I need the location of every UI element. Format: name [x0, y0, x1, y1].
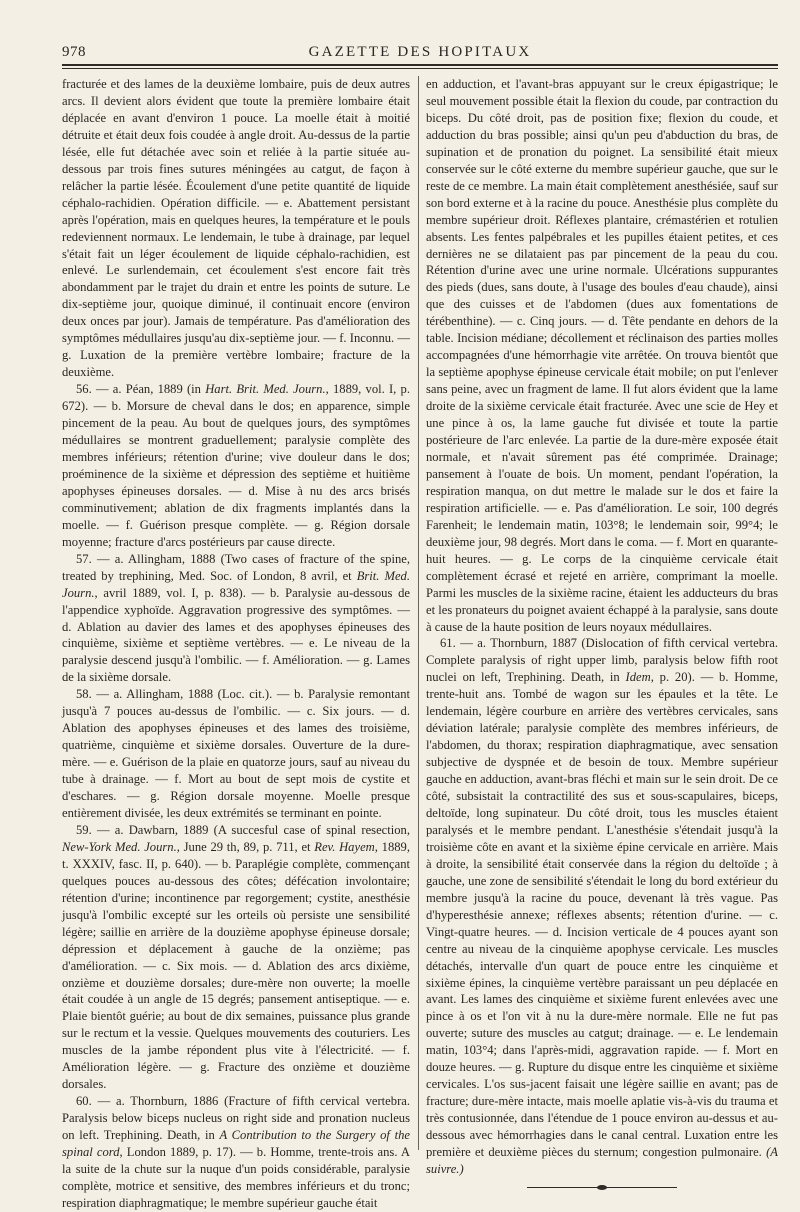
case-61-text: 61. — a. Thornburn, 1887 (Dislocation of fifth cervical vertebra. Complete paralysis of right upper limb, paralysis below fifth root nuclei on left, Trephining. Death, in	[426, 636, 778, 685]
paragraph-case-60	[62, 1093, 410, 1212]
case-59-citation: New-York Med. Journ.	[62, 839, 177, 854]
journal-title: GAZETTE DES HOPITAUX	[308, 44, 532, 60]
case-60-citation: A Contribution to the Surgery of the spinal cord	[62, 1128, 411, 1160]
paragraph-case-60-continued: en adduction, et l'avant-bras appuyant sur le creux épigastrique; le seul mouvement possible était la flexion du coude, par contraction du biceps. Du côté droit, pas de position fixe; flexion du coude, et adduction du bras possible; ainsi qu'un peu d'abduction du bras, de supination et de pronation du poignet. La sensibilité était mieux conservée sur le côté externe du membre supérieur gauche, que sur le reste de ce membre. La main était complètement anesthésiée, sauf sur son bord externe et à la racine du pouce. Anesthésie plus complète du membre supérieur droit. Réflexes plantaire, crémastérien et rotulien absents. Les fentes palpébrales et les pupilles étaient petites, et ces dernières ne se dilataient pas par pincement de la peau du cou. Rétention d'urine avec une urine normale. Ulcérations suppurantes des pieds (dues, sans doute, à l'usage des boules d'eau chaude), ainsi que des cuisses et de l'abdomen (dues aux fomentations de térébenthine). — c. Cinq jours. — d. Tête pendante en dehors de la table. Incision médiane; décollement et réclinaison des parties molles accompagnées d'une hémorrhagie vite arrêtée. On trouva bientôt que la septième apophyse épineuse cervicale était mobile; on put l'enlever sans peine, avec un fragment de lame. Il fut alors évident que la lame droite de la sixième cervicale était fracturée. Avec une scie de Hey et une pince à os, la lame gauche fut divisée et toute la partie postérieure de l'arc enlevée. La partie de la dure-mère exposée était normale, et n'avait sûrement pas été comprimée. Drainage; pansement à l'ouate de bois. Un moment, pendant l'opération, la respiration manqua, on dut mettre le malade sur le dos et faire la respiration artificielle. — e. Pas d'amélioration. Le soir, 100 degrés Farenheit; le lendemain matin, 103°8; le lendemain soir, 99°4; le deuxième jour, 98 degrés. Mort dans le coma. — f. Mort en quarante-huit heures. — g. Le corps de la cinquième cervicale était complètement écrasé et rejeté en arrière, comprimant la moelle. Parmi les muscles de la sixième racine, étaient les adducteurs du bras et les pronateurs du poignet avaient échappé à la paralysie, sans doute à cause de la haute position de leurs noyaux médullaires.	[426, 77, 778, 634]
ornament-dot	[597, 1185, 607, 1190]
case-57-citation: Brit. Med. Journ.	[62, 568, 410, 600]
case-56-text: 56. — a. Péan, 1889 (in	[76, 382, 206, 397]
case-59-citation-2: Rev. Hayem	[314, 839, 375, 854]
column-divider	[418, 76, 419, 1150]
to-be-continued: (A suivre.)	[426, 1145, 778, 1176]
case-56-citation: Hart. Brit. Med. Journ.	[205, 382, 326, 397]
paragraph-case-57	[62, 551, 410, 687]
paragraph-case-56	[62, 381, 410, 551]
case-59-mid: , June 29 th, 89, p. 711, et	[176, 839, 315, 854]
paragraph-case-55-continued: fracturée et des lames de la deuxième lombaire, puis de deux autres arcs. Il devient alors évident que toute la première lombaire était déplacée en avant d'environ 1 pouce. La moelle était à moitié détruite et était deux fois coudée à angle droit. Au-dessus de la partie lésée, elle fut détachée avec soin et reliée à la partie située au-dessous par trois fines sutures méningées au catgut, de façon à relâcher la partie lésée. Écoulement d'une petite quantité de liquide céphalo-rachidien. Opération difficile. — e. Abattement persistant après l'opération, mais en quelques heures, la température et le pouls redeviennent normaux. Le lendemain, le tube à drainage, par lequel s'était fait un léger écoulement de liquide céphalo-rachidien, est enlevé. Le surlendemain, cet écoulement s'est encore fait très abondamment par le trajet du drain et entre les points de suture. Le dix-septième jour, quoique diminué, il continuait encore (environ deux onces par jour). Jamais de température. Pas d'amélioration des symptômes médullaires jusqu'au dix-septième jour. — f. Inconnu. — g. Luxation de la première vertèbre lombaire; fracture de la deuxième.	[62, 77, 410, 380]
case-61-rest: , p. 20). — b. Homme, trente-huit ans. Tombé de wagon sur les épaules et la tête. Le lendemain, légère courbure en arrière des vertèbres cervicales, sans déviation latérale; paralysie complète des membres inférieurs, de l'abdomen, du thorax; respiration diaphragmatique, avec sensation subjective de dyspnée et de besoin de toux. Membre supérieur gauche en adduction, avant-bras fléchi et main sur le sein droit. De ce côté, subsistait la contractilité des sus et sous-scapulaires, biceps, deltoïde, long supinateur. Du côté droit, tous les muscles étaient paralysés et le membre pendant. L'anesthésie s'étendait jusqu'à la troisième côte en avant et la sixième épine cervicale en arrière. Mais à droite, la sensibilité était conservée dans la région du deltoïde ; à gauche, une zone de sensibilité s'étendait le long du bord extérieur du membre jusqu'à la racine du pouce, devenant là très vague. Pas d'hyperesthésie annexe; réflexes absents; rétention d'urine. — c. Vingt-quatre heures. — d. Incision verticale de 4 pouces ayant son centre au niveau de la cinquième apophyse cervicale. Les muscles détachés, intervalle d'un quart de pouce entre les cinquième et sixième épines, la cinquième vertèbre paraissant un peu déplacée en avant. Les lames des cinquième et sixième furent enlevées avec une pince à os et l'on vit à nu la dure-mère normale. Elle ne fut pas ouverte; suture des muscles au catgut; drainage. — e. Le lendemain matin, 103°4; dans l'après-midi, aggravation rapide. — f. Mort en douze heures. — g. Rupture du disque entre les cinquième et sixième cervicales. L'os sus-jacent faisait une légère saillie en avant; pas de fracture; dure-mère intacte, mais moelle aplatie vis-à-vis du trauma et très contusionnée, dans l'étendue de 1 pouce environ au-dessus et au-dessous avec hémorrhagies dans le canal central. Luxation entre les première et deuxième pièces du sternum; congestion pulmonaire.	[426, 670, 778, 1160]
case-56-rest: , 1889, vol. I, p. 672). — b. Morsure de cheval dans le dos; en apparence, simple pincement de la peau. Au bout de quelques jours, des symptômes médullaires se montrent graduellement; paralysie complète des membres inférieurs; rétention d'urine; vive douleur dans le dos; proéminence de la sixième et dépression des septième et huitième apophyses épineuses dorsales. — d. Mise à nu des arcs brisés comminutivement; ablation de dix fragments implantés dans la moelle. — f. Guérison presque complète. — g. Région dorsale moyenne; fracture d'arcs postérieurs par cause directe.	[62, 382, 410, 549]
case-60-rest: , London 1889, p. 17). — b. Homme, trente-trois ans. A la suite de la chute sur la nuque d'un poids considérable, paralysie complète, motrice et sensitive, des membres inférieurs et du tronc; respiration diaphragmatique; le membre supérieur gauche était	[62, 1145, 410, 1210]
case-57-text: 57. — a. Allingham, 1888 (Two cases of fracture of the spine, treated by trephining, Med. Soc. of London, 8 avril, et	[62, 551, 410, 583]
case-60-text: 60. — a. Thornburn, 1886 (Fracture of fifth cervical vertebra. Paralysis below biceps nucleus on right side and pronation nucleus on left. Trephining. Death, in	[62, 1094, 410, 1143]
paragraph-case-58: 58. — a. Allingham, 1888 (Loc. cit.). — b. Paralysie remontant jusqu'à 7 pouces au-dessus de l'ombilic. — c. Six jours. — d. Ablation des apophyses épineuses et des lames des troisième, quatrième, cinquième et sixième dorsales. Ouverture de la dure-mère. — e. Guérison de la plaie en quatorze jours, sauf au niveau du tube à drainage. — f. Mort au bout de sept mois de cystite et d'eschares. — g. Région dorsale moyenne. Moelle presque entièrement divisée, les deux extrémités se terminant en pointe.	[62, 687, 410, 820]
case-61-citation: Idem	[625, 670, 651, 685]
paragraph-case-59	[62, 822, 410, 1093]
paragraph-case-61	[426, 635, 778, 1178]
left-column	[62, 76, 411, 1210]
header-rule-thin	[62, 68, 778, 69]
case-59-rest: , 1889, t. XXXIV, fasc. II, p. 640). — b. Paraplégie complète, commençant quelques pouces au-dessous des côtes; défécation involontaire; rétention d'urine; incontinence par regorgement; cystite, anesthésie jusqu'à l'ombilic excepté sur les orteils où persiste une sensibilité légère; saillie en arrière de la douzième apophyse épineuse dorsale; dépression et déplacement à gauche de la onzième; pas d'amélioration. — c. Six mois. — d. Ablation des arcs dixième, onzième et douzième dorsales; dure-mère non ouverte; la moelle était coudée à un angle de 15 degrés; pansement antiseptique. — e. Plaie bientôt guérie; au bout de dix semaines, puissance plus grande sur le rectum et la vessie. Quelques mouvements des couturiers. Les muscles de la jambe répondent plus vite à l'électricité. — f. Amélioration légère. — g. Fracture des onzième et douzième dorsales.	[62, 839, 410, 1092]
page-number: 978	[62, 44, 86, 60]
case-59-text: 59. — a. Dawbarn, 1889 (A succesful case of spinal resection,	[76, 822, 410, 837]
case-57-rest: , avril 1889, vol. I, p. 838). — b. Paralysie au-dessous de l'appendice xyphoïde. Aggravation progressive des symptômes. — d. Ablation au davier des lames et des apophyses épineuses des cinquième, sixième et septième vertèbres. — e. Le niveau de la paralysie descend jusqu'à l'ombilic. — f. Amélioration. — g. Lames de la sixième dorsale.	[62, 585, 410, 685]
header-rule-thick	[62, 64, 778, 66]
right-column	[426, 76, 778, 1176]
page-header	[62, 44, 778, 64]
end-ornament	[527, 1184, 677, 1192]
